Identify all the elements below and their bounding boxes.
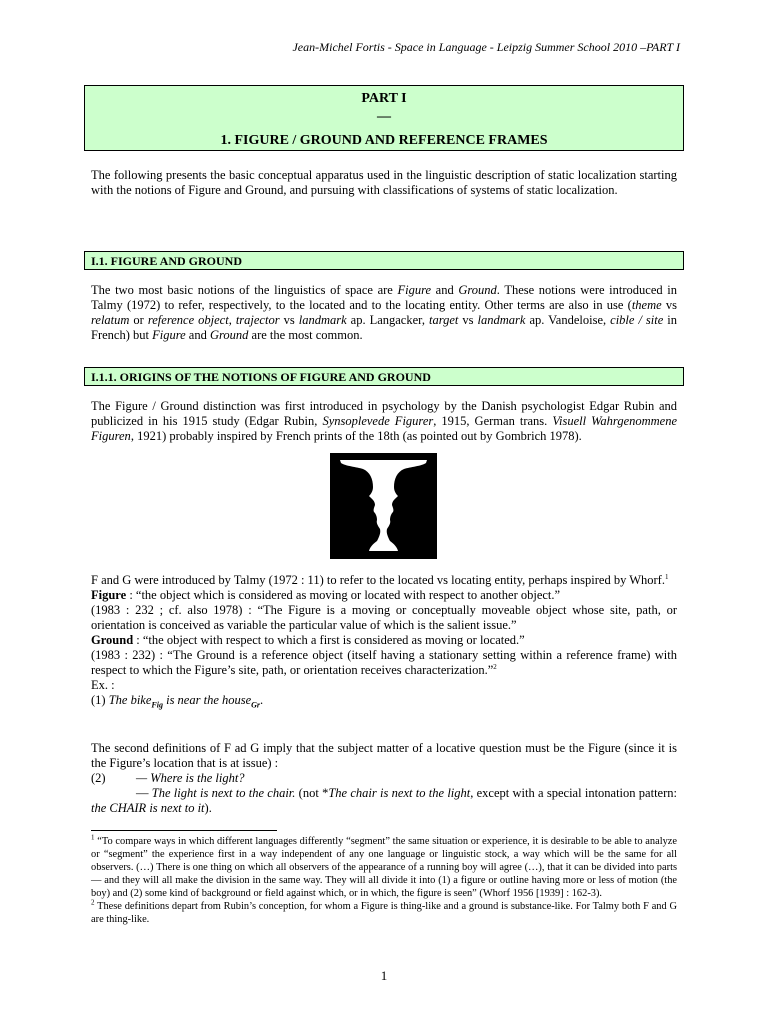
text-run: (1983 : 232) : “The Ground is a reference object (itself having a stationary setting within a reference frame) with respect to which the Figure’s site, path, or orientation receives characterization.” [91, 648, 677, 677]
origins-paragraph [91, 399, 677, 444]
example-number: (1) [91, 693, 109, 707]
text-run: : “the object with respect to which a first is considered as moving or located.” [133, 633, 525, 647]
term-reference-object: reference object [147, 313, 229, 327]
text-run: The Figure / Ground distinction was first introduced in psychology by the Danish psychologist Edgar Rubin and publicized in his 1915 study (Edgar Rubin, [91, 399, 677, 428]
term-landmark: landmark [477, 313, 526, 327]
text-run: , 1915, German trans. [433, 414, 553, 428]
text-run: , except with a special intonation pattern: [470, 786, 677, 800]
text-run: vs [279, 313, 299, 327]
term-figure: Figure [152, 328, 186, 342]
example-label: Ex. : [91, 678, 115, 692]
text-run: is near the house [162, 693, 252, 707]
text-run: . These notions were introduced in Talmy (1972) to refer, respectively, to the located and to the locating entity. Other terms are also in use ( [91, 283, 677, 312]
footnote-separator [91, 830, 277, 831]
text-run: are the most common. [248, 328, 363, 342]
footnote-text: These definitions depart from Rubin’s conception, for whom a Figure is thing-like and a ground is substance-like. For Talmy both F and G are thing-like. [91, 901, 677, 925]
book-title: Visuell Wahrgenommene Figuren [91, 414, 678, 443]
text-run: vs [458, 313, 478, 327]
section-heading-origins: I.1.1. ORIGINS OF THE NOTIONS OF FIGURE AND GROUND [84, 367, 684, 386]
subscript-fig: Fig [151, 700, 163, 710]
part-dash: — [377, 109, 391, 125]
text-run: in French) but [91, 313, 678, 342]
term-landmark: landmark [298, 313, 347, 327]
text-run: : “the object which is considered as moving or located with respect to another object.” [126, 588, 561, 602]
term-ground: Ground [458, 283, 497, 297]
term-trajector: trajector [235, 313, 280, 327]
subscript-gr: Gr [251, 700, 261, 710]
term-relatum: relatum [91, 313, 130, 327]
text-run: vs [661, 298, 677, 312]
text-run: . [260, 693, 264, 707]
part-label: PART I [361, 91, 407, 106]
text-run: ap. Langacker, [346, 313, 429, 327]
running-header: Jean-Michel Fortis - Space in Language - Leipzig Summer School 2010 –PART I [292, 40, 680, 54]
intonation-example: the CHAIR is next to it [91, 801, 205, 815]
text-run: The two most basic notions of the linguistics of space are [91, 283, 398, 297]
section-heading-figure-ground: I.1. FIGURE AND GROUND [84, 251, 684, 270]
rubin-vase-illustration [330, 453, 437, 559]
text-run: — [136, 786, 152, 800]
text-run: , 1921) probably inspired by French prints of the 18th (as pointed out by Gombrich 1978). [130, 429, 582, 443]
term-ground: Ground [209, 328, 249, 342]
part-title: 1. FIGURE / GROUND AND REFERENCE FRAMES [220, 133, 548, 149]
part-title-box [84, 85, 684, 151]
text-run: The second definitions of F ad G imply that the subject matter of a locative question must be the Figure (since it is the Figure’s location that is at issue) : [91, 741, 677, 770]
text-run: or [129, 313, 148, 327]
footnote-marker[interactable]: 2 [493, 662, 497, 671]
footnote-number: 1 [91, 833, 95, 842]
intro-text: The following presents the basic conceptual apparatus used in the linguistic description of static localization starting with the notions of Figure and Ground, and pursuing with classifications of systems of static localization. [91, 168, 677, 197]
footnotes [91, 835, 677, 926]
footnote-marker[interactable]: 1 [664, 572, 669, 581]
term-theme: theme [631, 298, 662, 312]
term-ground: Ground [91, 633, 134, 647]
text-run: and [431, 283, 459, 297]
example-number: (2) [91, 771, 106, 785]
text-run: F and G were introduced by Talmy (1972 : 11) to refer to the located vs locating entity, perhaps inspired by Whorf. [91, 573, 665, 587]
text-run: (not * [295, 786, 329, 800]
text-run: The bike [108, 693, 152, 707]
locative-question-paragraph [91, 741, 677, 816]
term-figure: Figure [397, 283, 432, 297]
text-run: and [185, 328, 210, 342]
page-number: 1 [380, 968, 388, 983]
figure-ground-paragraph [91, 283, 677, 343]
book-title: Synsoplevede Figurer [322, 414, 434, 428]
text-run: , [228, 313, 236, 327]
term-figure: Figure [91, 588, 127, 602]
text-run: ap. Vandeloise, [525, 313, 611, 327]
footnote-text: “To compare ways in which different languages differently “segment” the same situation or experience, it is desirable to be able to analyze or “segment” the experience first in a way independent of any one language or linguistic stock, a way which will be the same for all observers. (…) There is one thing on which all observers of the appearance of a running boy will agree (…), that it can be divided into parts — and they will all make the division in the same way. They will all divide it into (1) a figure or outline having more or less of motion (the boy) and (2) some kind of background or field against which, or in which, the figure is seen” (Whorf 1956 [1939] : 162-3). [91, 836, 677, 899]
intro-paragraph [91, 168, 677, 198]
answer-example: The light is next to the chair. [151, 786, 296, 800]
text-run: ). [204, 801, 212, 815]
ungrammatical-example: The chair is next to the light [328, 786, 471, 800]
rubin-vase-image [330, 453, 437, 559]
term-target: target [428, 313, 459, 327]
talmy-definitions [91, 573, 677, 708]
footnote-number: 2 [91, 898, 95, 907]
question-example: — Where is the light? [136, 771, 245, 785]
term-cible-site: cible / site [610, 313, 664, 327]
figure-definition-1983: (1983 : 232 ; cf. also 1978) : “The Figure is a moving or conceptually moveable object whose site, path, or orientation is conceived as variable the particular value of which is the salient issue.” [91, 603, 677, 632]
